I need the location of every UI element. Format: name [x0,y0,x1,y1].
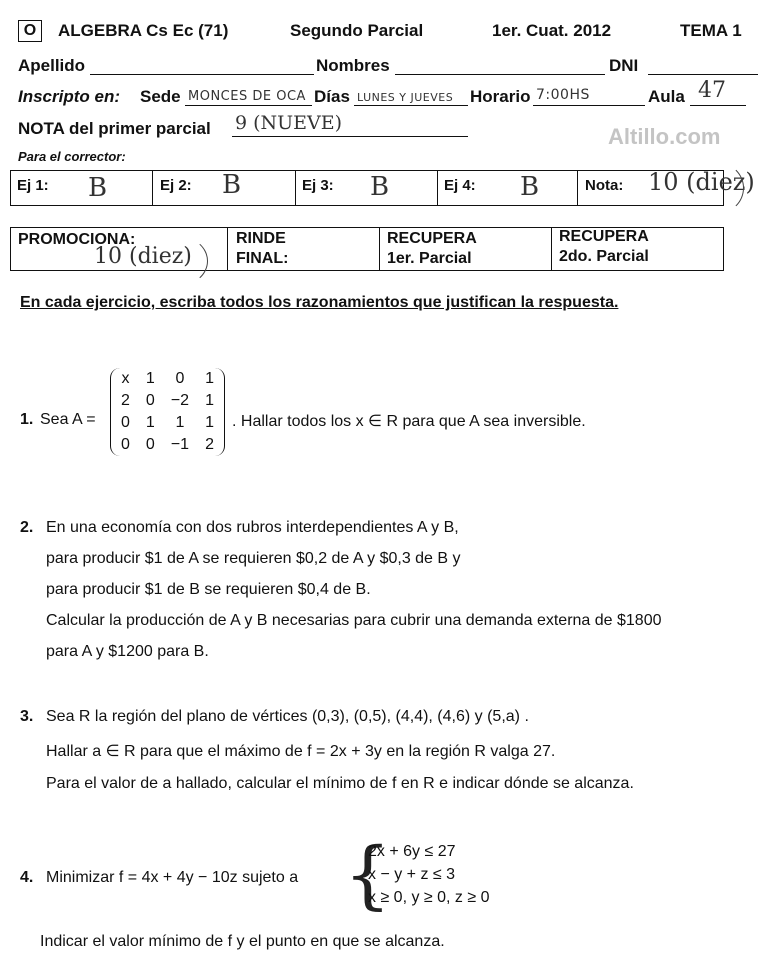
apellido-field[interactable] [90,74,314,75]
recupera2-label-2: 2do. Parcial [559,248,649,265]
q4-question: Indicar el valor mínimo de f y el punto en que se alcanza. [40,933,445,950]
ej2-label: Ej 2: [160,177,192,194]
ej1-mark: B [88,173,108,203]
recupera2-label-1: RECUPERA [559,228,649,245]
corrector-label: Para el corrector: [18,149,126,164]
exam-tema: TEMA 1 [680,21,742,40]
sede-field[interactable] [185,105,312,106]
aula-value: 47 [698,78,726,103]
exam-tag-box: O [18,20,42,42]
matrix-cell: 1 [205,392,214,409]
q2-line: para A y $1200 para B. [46,643,209,660]
nota-label: Nota: [585,177,624,194]
horario-value: 7:00HS [536,87,590,103]
q2-line: Calcular la producción de A y B necesarias para cubrir una demanda externa de $1800 [46,612,662,629]
recupera1-label-1: RECUPERA [387,230,477,247]
q1-matrix [110,368,225,456]
promociona-mark-circle [150,236,208,286]
matrix-cell: −1 [170,436,190,453]
nota-mark: 10 (diez) [648,168,755,196]
matrix-cell: 0 [145,392,155,409]
matrix-cell: 1 [205,414,214,431]
nota-primer-parcial-label: NOTA del primer parcial [18,119,211,138]
exam-term: 1er. Cuat. 2012 [492,21,612,40]
exam-title: Segundo Parcial [290,21,424,40]
matrix-cell: 0 [175,370,185,387]
matrix-cell: 0 [121,414,130,431]
ej4-mark: B [520,172,540,202]
matrix-cell: 0 [121,436,130,453]
matrix-cell: 1 [175,414,185,431]
ej4-label: Ej 4: [444,177,476,194]
promociona-mark: 10 (diez) [94,244,192,269]
ej3-label: Ej 3: [302,177,334,194]
constraint: x ≥ 0, y ≥ 0, z ≥ 0 [368,888,490,906]
matrix-cell: 1 [145,414,155,431]
constraint: 2x + 6y ≤ 27 [368,842,456,860]
q4-constraints [362,840,496,909]
dni-label: DNI [609,56,639,75]
promociona-label: PROMOCIONA: [18,231,136,248]
rinde-label-1: RINDE [236,230,286,247]
ej1-label: Ej 1: [17,177,49,194]
matrix-cell: 2 [121,392,130,409]
ej3-mark: B [370,172,390,202]
q1-number: 1. [20,411,34,428]
aula-field[interactable] [690,105,746,106]
dias-value: LUNES Y JUEVES [357,91,454,104]
nota-mark-circle [690,162,744,214]
q4-number: 4. [20,869,34,886]
nota-primer-parcial-field[interactable] [232,136,468,137]
constraint: x − y + z ≤ 3 [368,865,456,883]
q2-line: para producir $1 de A se requieren $0,2 de A y $0,3 de B y [46,550,461,567]
q3-line: Sea R la región del plano de vértices (0,3), (0,5), (4,4), (4,6) y (5,a) . [46,708,529,725]
dias-label: Días [314,87,350,106]
horario-label: Horario [470,87,531,106]
corrector-table [10,170,724,206]
q4-objective: Minimizar f = 4x + 4y − 10z sujeto a [46,869,299,886]
horario-field[interactable] [533,105,645,106]
dias-field[interactable] [354,105,468,106]
dni-field[interactable] [648,74,758,75]
inscripto-label: Inscripto en: [18,87,121,106]
q2-line: para producir $1 de B se requieren $0,4 de B. [46,581,371,598]
matrix-cell: 1 [145,370,155,387]
nombres-field[interactable] [395,74,605,75]
apellido-label: Apellido [18,56,86,75]
q4-brace: { [344,832,392,918]
watermark: Altillo.com [608,124,721,149]
q2-number: 2. [20,519,34,536]
sede-value: MONCES DE OCA [188,89,306,104]
q2-line: En una economía con dos rubros interdependientes A y B, [46,519,459,536]
subject-title: ALGEBRA Cs Ec (71) [58,21,229,40]
ej2-mark: B [222,170,242,200]
matrix-cell: x [121,370,130,387]
aula-label: Aula [648,87,685,106]
instructions: En cada ejercicio, escriba todos los razonamientos que justifican la respuesta. [20,294,619,311]
rinde-label-2: FINAL: [236,250,289,267]
q3-number: 3. [20,708,34,725]
matrix-cell: 1 [205,370,214,387]
matrix-cell: 0 [145,436,155,453]
matrix-cell: 2 [205,436,214,453]
recupera1-label-2: 1er. Parcial [387,250,472,267]
q3-line: Hallar a ∈ R para que el máximo de f = 2x + 3y en la región R valga 27. [46,743,556,760]
sede-label: Sede [140,87,181,106]
q3-line: Para el valor de a hallado, calcular el mínimo de f en R e indicar dónde se alcanza. [46,775,634,792]
nota-primer-parcial-value: 9 (NUEVE) [235,112,343,134]
nombres-label: Nombres [316,56,390,75]
matrix-cell: −2 [170,392,190,409]
q1-intro: Sea A = [40,411,96,428]
q1-question: . Hallar todos los x ∈ R para que A sea inversible. [232,413,586,430]
